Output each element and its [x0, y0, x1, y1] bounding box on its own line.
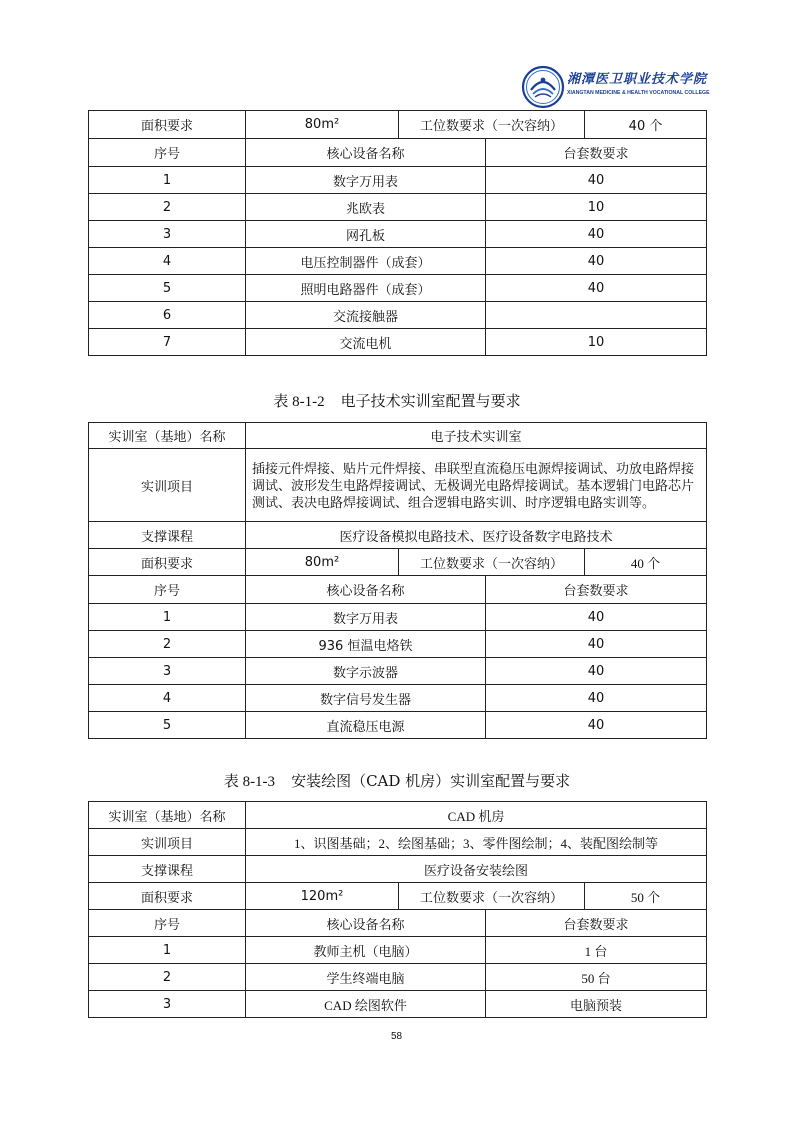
- col-header-no: 序号: [89, 910, 246, 937]
- project-label: 实训项目: [89, 449, 246, 522]
- college-wordmark: [567, 68, 710, 106]
- row-name: 电压控制器件（成套）: [246, 248, 486, 275]
- col-header-name: 核心设备名称: [246, 139, 486, 167]
- room-value: CAD 机房: [246, 802, 707, 829]
- row-no: 7: [89, 329, 246, 356]
- col-header-no: 序号: [89, 139, 246, 167]
- course-value: 医疗设备模拟电路技术、医疗设备数字电路技术: [246, 522, 707, 549]
- table-row: [89, 302, 707, 329]
- stations-label: 工位数要求（一次容纳）: [399, 883, 585, 910]
- row-no: 3: [89, 221, 246, 248]
- table-row: [89, 248, 707, 275]
- table-caption-2: [88, 390, 706, 411]
- row-name: 交流接触器: [246, 302, 486, 329]
- row-name: 数字万用表: [246, 167, 486, 194]
- col-header-qty: 台套数要求: [486, 576, 707, 604]
- row-name: 数字信号发生器: [246, 685, 486, 712]
- area-value: 80m²: [246, 549, 399, 576]
- row-qty: 10: [486, 194, 707, 221]
- stations-value: 50 个: [585, 883, 707, 910]
- row-qty: 40: [486, 604, 707, 631]
- table-row: [89, 658, 707, 685]
- row-no: 2: [89, 194, 246, 221]
- stations-label: 工位数要求（一次容纳）: [399, 549, 585, 576]
- row-name: 数字万用表: [246, 604, 486, 631]
- course-label: 支撑课程: [89, 856, 246, 883]
- row-no: 4: [89, 685, 246, 712]
- col-header-name: 核心设备名称: [246, 910, 486, 937]
- table-row: [89, 631, 707, 658]
- row-no: 6: [89, 302, 246, 329]
- table-row: [89, 964, 707, 991]
- row-qty: 10: [486, 329, 707, 356]
- row-no: 4: [89, 248, 246, 275]
- row-qty: 40: [486, 221, 707, 248]
- course-value: 医疗设备安装绘图: [246, 856, 707, 883]
- lab-table-1: [88, 110, 707, 356]
- table-row: [89, 221, 707, 248]
- row-name: 交流电机: [246, 329, 486, 356]
- area-label: 面积要求: [89, 549, 246, 576]
- room-label: 实训室（基地）名称: [89, 802, 246, 829]
- area-label: 面积要求: [89, 883, 246, 910]
- table-row: [89, 275, 707, 302]
- row-no: 3: [89, 658, 246, 685]
- row-qty: 40: [486, 685, 707, 712]
- col-header-qty: 台套数要求: [486, 910, 707, 937]
- project-label: 实训项目: [89, 829, 246, 856]
- table-row: [89, 685, 707, 712]
- row-name: 网孔板: [246, 221, 486, 248]
- table-row: [89, 712, 707, 739]
- table-row: [89, 329, 707, 356]
- college-emblem-icon: [521, 64, 565, 110]
- row-no: 5: [89, 275, 246, 302]
- row-no: 1: [89, 604, 246, 631]
- table-row: [89, 604, 707, 631]
- project-value: 1、识图基础；2、绘图基础；3、零件图绘制；4、装配图绘制等: [246, 829, 707, 856]
- row-no: 2: [89, 964, 246, 991]
- row-qty: 40: [486, 631, 707, 658]
- row-name: 直流稳压电源: [246, 712, 486, 739]
- row-name: 照明电路器件（成套）: [246, 275, 486, 302]
- stations-value: 40 个: [585, 549, 707, 576]
- area-label: 面积要求: [89, 111, 246, 139]
- project-value: 插接元件焊接、贴片元件焊接、串联型直流稳压电源焊接调试、功放电路焊接调试、波形发生电路焊接调试、无极调光电路焊接调试。基本逻辑门电路芯片测试、表决电路焊接调试、组合逻辑电路实训、时序逻辑电路实训等。: [246, 449, 707, 522]
- row-no: 2: [89, 631, 246, 658]
- row-name: CAD 绘图软件: [246, 991, 486, 1018]
- table-row: [89, 194, 707, 221]
- row-qty: [486, 302, 707, 329]
- college-logo: [517, 62, 710, 112]
- col-header-no: 序号: [89, 576, 246, 604]
- page-number: 58: [390, 1031, 403, 1042]
- row-qty: 40: [486, 167, 707, 194]
- row-no: 3: [89, 991, 246, 1018]
- row-name: 教师主机（电脑）: [246, 937, 486, 964]
- table-row: [89, 937, 707, 964]
- row-name: 兆欧表: [246, 194, 486, 221]
- caption-number: 表 8-1-2: [273, 394, 325, 410]
- row-name: 数字示波器: [246, 658, 486, 685]
- row-qty: 40: [486, 712, 707, 739]
- row-no: 1: [89, 167, 246, 194]
- row-no: 1: [89, 937, 246, 964]
- row-qty: 40: [486, 248, 707, 275]
- table-row: [89, 167, 707, 194]
- area-value: 120m²: [246, 883, 399, 910]
- row-name: 936 恒温电烙铁: [246, 631, 486, 658]
- row-qty: 1 台: [486, 937, 707, 964]
- lab-table-2: [88, 422, 707, 739]
- caption-title: 安装绘图（CAD 机房）实训室配置与要求: [291, 772, 571, 790]
- caption-number: 表 8-1-3: [223, 774, 276, 790]
- row-no: 5: [89, 712, 246, 739]
- row-qty: 40: [486, 658, 707, 685]
- row-qty: 40: [486, 275, 707, 302]
- college-name-en: XIANGTAN MEDICINE & HEALTH VOCATIONAL COLLEGE: [567, 90, 710, 96]
- row-qty: 50 台: [486, 964, 707, 991]
- table-row: [89, 991, 707, 1018]
- caption-title: 电子技术实训室配置与要求: [340, 392, 521, 410]
- row-name: 学生终端电脑: [246, 964, 486, 991]
- table-caption-3: [88, 770, 706, 791]
- room-value: 电子技术实训室: [246, 423, 707, 449]
- area-value: 80m²: [246, 111, 399, 139]
- stations-label: 工位数要求（一次容纳）: [399, 111, 585, 139]
- col-header-name: 核心设备名称: [246, 576, 486, 604]
- lab-table-3: [88, 801, 707, 1018]
- col-header-qty: 台套数要求: [486, 139, 707, 167]
- stations-value: 40 个: [585, 111, 707, 139]
- room-label: 实训室（基地）名称: [89, 423, 246, 449]
- college-name-cn: 湘潭医卫职业技术学院: [567, 72, 708, 87]
- course-label: 支撑课程: [89, 522, 246, 549]
- row-qty: 电脑预装: [486, 991, 707, 1018]
